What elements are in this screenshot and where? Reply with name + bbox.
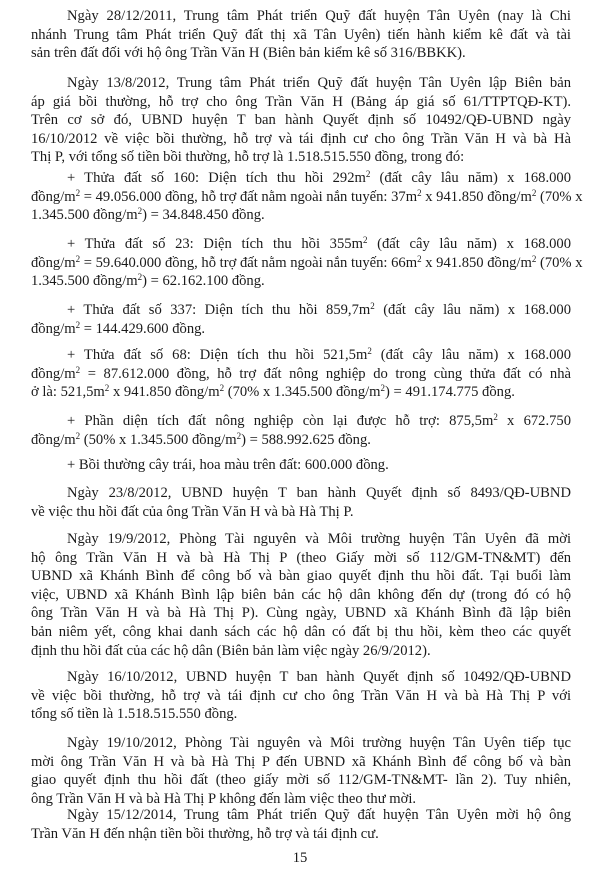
text-line: áp giá bồi thường, hỗ trợ cho ông Trần Văn H (Bảng áp giá số 61/TTPTQĐ-KT).	[31, 93, 571, 110]
text-run: (đất cây lâu năm) x 168.000	[370, 170, 572, 186]
text-line: về việc thu hồi đất của ông Trần Văn H và bà Hà Thị P.	[31, 503, 354, 520]
text-line: Ngày 15/12/2014, Trung tâm Phát triển Quỹ đất huyện Tân Uyên mời hộ ông	[67, 807, 571, 823]
text-line: Ngày 28/12/2011, Trung tâm Phát triển Quỹ đất huyện Tân Uyên (nay là Chi	[67, 8, 571, 24]
text-run: x 941.850 đồng/m	[421, 188, 532, 205]
paragraph	[31, 668, 571, 724]
text-line: Trần Văn H đến nhận tiền bồi thường, hỗ trợ và tái định cư.	[31, 825, 379, 842]
text-run: + Thửa đất số 160: Diện tích thu hồi 292m	[67, 170, 366, 186]
superscript: 2	[531, 187, 537, 198]
text-line: giao quyết định thu hồi đất (theo giấy mời số 112/GM-TN&MT- lần 2). Tuy nhiên,	[31, 772, 571, 789]
superscript: 2	[236, 430, 242, 441]
text-run: (50% x 1.345.500 đồng/m	[80, 431, 237, 448]
text-run: + Thửa đất số 68: Diện tích thu hồi 521,5m	[67, 347, 368, 363]
text-line	[31, 383, 571, 402]
text-run: x 672.750	[497, 413, 571, 429]
text-line	[31, 320, 571, 339]
superscript: 2	[75, 187, 81, 198]
superscript: 2	[531, 253, 537, 264]
text-run: + Thửa đất số 337: Diện tích thu hồi 859,7m	[67, 302, 371, 318]
text-line: Ngày 19/10/2012, Phòng Tài nguyên và Môi trường huyện Tân Uyên tiếp tục	[67, 735, 571, 751]
text-run: đồng/m	[31, 320, 76, 337]
text-line: Ngày 23/8/2012, UBND huyện T ban hành Quyết định số 8493/QĐ-UBND	[67, 485, 571, 501]
paragraph	[31, 301, 571, 338]
text-run: (đất cây lâu năm) x 168.000	[367, 236, 571, 252]
text-line: Thị P, với tổng số tiền bồi thường, hỗ trợ là 1.518.515.550 đồng, trong đó:	[31, 149, 465, 166]
superscript: 2	[417, 187, 422, 198]
paragraph	[31, 456, 571, 475]
superscript: 2	[104, 383, 110, 394]
text-line: ông Trần Văn H và bà Hà Thị P không đến làm việc theo thư mời.	[31, 790, 417, 807]
text-line: định thu hồi đất của các hộ dân (Biên bản làm việc ngày 26/9/2012).	[31, 642, 431, 659]
text-line	[31, 272, 571, 291]
text-line: UBND xã Khánh Bình để công bố và bàn giao quyết định thu hồi đất. Tại buổi làm	[31, 568, 571, 585]
text-line: bản niêm yết, công khai danh sách các hộ dân có đất bị thu hồi, kèm theo các quyết	[31, 623, 571, 640]
paragraph	[31, 484, 571, 521]
text-line	[31, 365, 571, 384]
superscript: 2	[137, 206, 143, 217]
superscript: 2	[75, 319, 81, 330]
text-run: = 144.429.600 đồng.	[80, 320, 206, 337]
text-run: = 87.612.000 đồng, hỗ trợ đất nông nghiệp do trong cùng thửa đất có nhà	[80, 365, 571, 382]
text-run: đồng/m	[31, 365, 76, 382]
text-line: ông Trần Văn H và bà Hà Thị P). Cùng ngày, UBND xã Khánh Bình đã lập biên	[31, 605, 571, 622]
text-run: = 59.640.000 đồng, hỗ trợ đất nằm ngoài nắn tuyến: 66m	[80, 254, 418, 271]
superscript: 2	[362, 235, 368, 245]
paragraph	[31, 7, 571, 63]
text-run: ) = 491.174.775 đồng.	[385, 384, 515, 401]
text-line	[31, 253, 583, 273]
text-line: 16/10/2012 về việc bồi thường, hỗ trợ và tái định cư cho ông Trần Văn H và bà Hà	[31, 130, 571, 147]
text-run: + Thửa đất số 23: Diện tích thu hồi 355m	[67, 236, 363, 252]
text-line	[31, 431, 571, 450]
paragraph	[31, 169, 583, 225]
text-run: ) = 588.992.625 đồng.	[241, 431, 371, 448]
text-run: (đất cây lâu năm) x 168.000	[374, 302, 572, 318]
paragraph	[31, 412, 571, 449]
text-line	[31, 301, 571, 320]
paragraph	[31, 530, 571, 660]
text-run: ở là: 521,5m	[31, 384, 105, 401]
text-run: + Phần diện tích đất nông nghiệp còn lại được hỗ trợ: 875,5m	[67, 413, 494, 429]
text-run: ) = 34.848.450 đồng.	[142, 207, 265, 224]
text-line	[31, 235, 571, 254]
superscript: 2	[380, 383, 386, 394]
text-run: = 49.056.000 đồng, hỗ trợ đất nằm ngoài nắn tuyến: 37m	[80, 188, 418, 205]
superscript: 2	[75, 253, 81, 264]
text-line	[31, 187, 583, 207]
paragraph	[31, 734, 571, 808]
paragraph	[31, 346, 571, 402]
paragraph	[31, 235, 583, 291]
text-run: 1.345.500 đồng/m	[31, 273, 138, 290]
text-line	[31, 412, 571, 431]
text-run: 1.345.500 đồng/m	[31, 207, 138, 224]
text-run: đồng/m	[31, 431, 76, 448]
page-number: 15	[292, 850, 308, 866]
text-line: việc, UBND xã Khánh Bình lập biên bản các hộ dân không đến dự (trong đó có hộ	[31, 586, 571, 603]
text-run: (đất cây lâu năm) x 168.000	[371, 347, 571, 363]
text-run: x 941.850 đồng/m	[421, 254, 532, 271]
text-line	[31, 206, 571, 225]
text-run: đồng/m	[31, 188, 76, 205]
text-run: x 941.850 đồng/m	[109, 384, 220, 401]
text-line: Ngày 19/9/2012, Phòng Tài nguyên và Môi trường huyện Tân Uyên đã mời	[67, 531, 571, 547]
text-run: (70% x	[536, 188, 583, 205]
text-run: (70% x	[536, 254, 583, 271]
text-run: đồng/m	[31, 254, 76, 271]
text-line: + Bồi thường cây trái, hoa màu trên đất: 600.000 đồng.	[67, 457, 389, 473]
text-line	[31, 169, 571, 188]
text-line	[31, 346, 571, 365]
text-line: nhánh Trung tâm Phát triển Quỹ đất thị xã Tân Uyên) tiến hành kiểm kê đất và tài	[31, 26, 571, 43]
text-line: về việc bồi thường, hỗ trợ và tái định cư cho ông Trần Văn H và bà Hà Thị P với	[31, 687, 571, 704]
text-line: sản trên đất đối với hộ ông Trần Văn H (Biên bản kiểm kê số 316/BBKK).	[31, 45, 466, 62]
text-line: Ngày 13/8/2012, Trung tâm Phát triển Quỹ đất huyện Tân Uyên lập Biên bản	[67, 75, 571, 91]
text-run: ) = 62.162.100 đồng.	[142, 273, 265, 290]
superscript: 2	[493, 412, 498, 422]
text-line: hộ ông Trần Văn H và bà Hà Thị P (theo Giấy mời số 112/GM-TN&MT) đến	[31, 549, 571, 566]
paragraph	[31, 806, 571, 843]
superscript: 2	[137, 272, 143, 283]
superscript: 2	[219, 383, 225, 394]
superscript: 2	[417, 253, 422, 264]
text-run: (70% x 1.345.500 đồng/m	[224, 384, 381, 401]
text-line: Ngày 16/10/2012, UBND huyện T ban hành Quyết định số 10492/QĐ-UBND	[67, 669, 571, 685]
text-line: mời ông Trần Văn H và bà Hà Thị P đến UBND xã Khánh Bình để công bố và bàn	[31, 753, 571, 770]
superscript: 2	[75, 430, 81, 441]
paragraph	[31, 74, 571, 167]
text-line: tổng số tiền là 1.518.515.550 đồng.	[31, 706, 238, 723]
superscript: 2	[365, 169, 371, 179]
superscript: 2	[367, 346, 372, 356]
superscript: 2	[370, 301, 375, 311]
superscript: 2	[75, 364, 81, 375]
text-line: Trên cơ sở đó, UBND huyện T ban hành Quyết định số 10492/QĐ-UBND ngày	[31, 112, 571, 129]
